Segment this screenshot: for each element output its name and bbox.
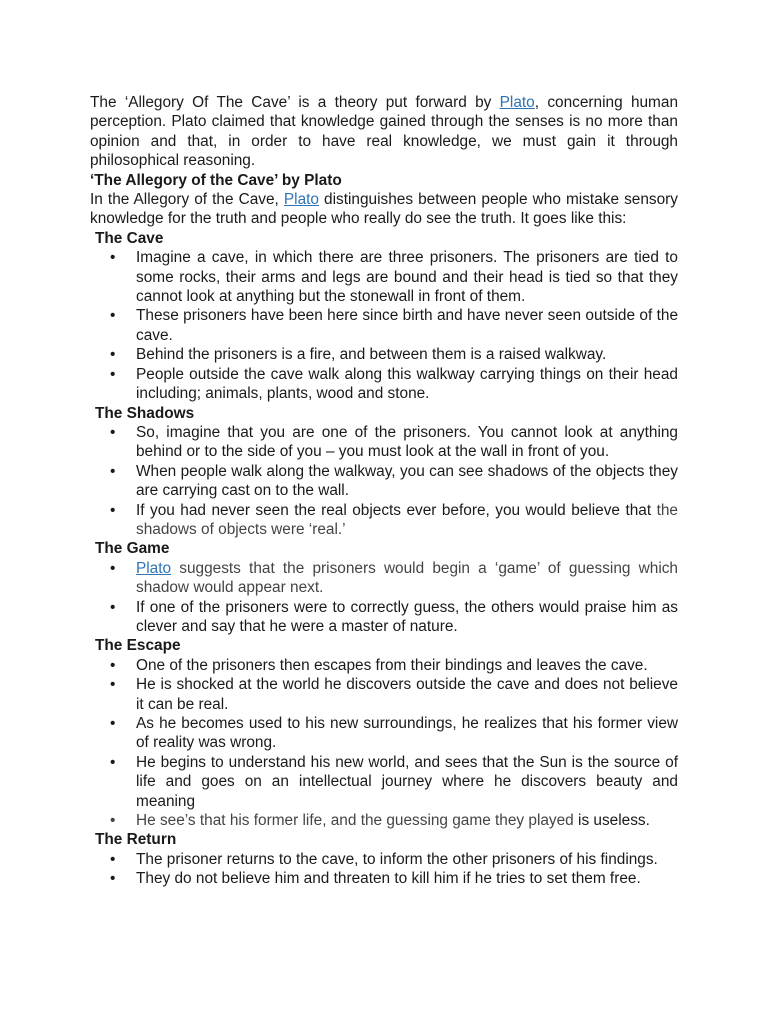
list-item xyxy=(110,675,678,714)
list-item xyxy=(110,345,678,364)
list-item xyxy=(110,753,678,811)
bullet: • xyxy=(110,307,116,325)
list-item-text: He begins to understand his new world, and sees that the Sun is the source of life and goes on an intellectual journey where he discovers beauty and meaning xyxy=(136,753,678,810)
bullet: • xyxy=(110,365,116,383)
document-page xyxy=(90,93,678,889)
section-heading-return: The Return xyxy=(95,831,177,849)
list-item-text: As he becomes used to his new surroundings, he realizes that his former view of reality was wrong. xyxy=(136,715,678,752)
bullet: • xyxy=(110,249,116,267)
list-item-text: If one of the prisoners were to correctly guess, the others would praise him as clever and say that he were a master of nature. xyxy=(136,598,678,635)
bullet: • xyxy=(110,656,116,674)
list-item xyxy=(110,598,678,637)
cave-list xyxy=(90,248,678,403)
list-item-text: Behind the prisoners is a fire, and between them is a raised walkway. xyxy=(136,346,607,364)
bullet: • xyxy=(110,346,116,364)
escape-list xyxy=(90,656,678,831)
bullet: • xyxy=(110,850,116,868)
list-item-text: He is shocked at the world he discovers outside the cave and does not believe it can be real. xyxy=(136,676,678,713)
list-item xyxy=(110,501,678,540)
bullet: • xyxy=(110,753,116,771)
list-item-text: When people walk along the walkway, you can see shadows of the objects they are carrying cast on to the wall. xyxy=(136,462,678,500)
bullet: • xyxy=(110,870,116,888)
return-list xyxy=(90,850,678,889)
bullet: • xyxy=(110,715,116,732)
intro-paragraph xyxy=(90,93,678,171)
list-item-text: The prisoner returns to the cave, to inform the other prisoners of his findings. xyxy=(136,850,658,868)
para2-text-1: In the Allegory of the Cave, xyxy=(90,191,284,209)
document-title: ‘The Allegory of the Cave’ by Plato xyxy=(90,171,342,189)
plato-link[interactable]: Plato xyxy=(499,94,535,111)
list-item xyxy=(110,306,678,345)
game-list xyxy=(90,559,678,637)
bullet: • xyxy=(110,559,116,577)
list-item-text: Imagine a cave, in which there are three prisoners. The prisoners are tied to some rocks, their arms and legs are bound and their head is tied so that they cannot look at anything but the stonewall in front of them. xyxy=(136,249,678,306)
plato-link-2[interactable]: Plato xyxy=(283,191,319,209)
list-item-text-end: the shadows of objects were ‘real.’ xyxy=(136,501,678,538)
section-heading-escape: The Escape xyxy=(95,637,181,655)
list-item xyxy=(110,248,678,306)
list-item xyxy=(110,656,678,675)
intro-text-1: The ‘Allegory Of The Cave’ is a theory put forward by xyxy=(90,94,500,111)
para2-text-2: distinguishes between people who mistake sensory knowledge for the truth and people who really do see the truth. It goes like this: xyxy=(90,191,678,228)
list-item xyxy=(110,850,678,869)
list-item-text: suggests that the prisoners would begin a ‘game’ of guessing which shadow would appear next. xyxy=(136,559,678,597)
list-item xyxy=(110,423,678,462)
list-item-text-end: is useless. xyxy=(573,812,650,830)
list-item-text: These prisoners have been here since birth and have never seen outside of the cave. xyxy=(136,307,678,344)
shadows-list xyxy=(90,423,678,539)
bullet: • xyxy=(110,812,116,830)
intro-paragraph-2 xyxy=(90,190,678,229)
list-item xyxy=(110,714,678,753)
list-item xyxy=(110,811,678,830)
bullet: • xyxy=(110,598,116,616)
list-item-text: If you had never seen the real objects ever before, you would believe that xyxy=(136,501,657,519)
bullet: • xyxy=(110,462,116,480)
plato-link-3[interactable]: Plato xyxy=(136,559,172,577)
list-item-text: People outside the cave walk along this walkway carrying things on their head including; animals, plants, wood and stone. xyxy=(136,365,678,403)
bullet: • xyxy=(110,423,116,441)
section-heading-game: The Game xyxy=(95,540,170,558)
section-heading-cave: The Cave xyxy=(95,229,164,247)
list-item-text: He see’s that his former life, and the guessing game they played xyxy=(136,812,574,830)
list-item xyxy=(110,559,678,598)
list-item-text: One of the prisoners then escapes from their bindings and leaves the cave. xyxy=(136,656,648,674)
list-item-text: So, imagine that you are one of the prisoners. You cannot look at anything behind or to the side of you – you must look at the wall in front of you. xyxy=(136,423,678,461)
list-item xyxy=(110,365,678,404)
bullet: • xyxy=(110,676,116,694)
section-heading-shadows: The Shadows xyxy=(95,404,195,422)
list-item-text: They do not believe him and threaten to kill him if he tries to set them free. xyxy=(136,870,641,888)
bullet: • xyxy=(110,501,116,519)
list-item xyxy=(110,869,678,888)
intro-text-2: , concerning human perception. Plato claimed that knowledge gained through the senses is no more than opinion and that, in order to have real knowledge, we must gain it through philosophical reasoning. xyxy=(90,94,678,170)
list-item xyxy=(110,462,678,501)
